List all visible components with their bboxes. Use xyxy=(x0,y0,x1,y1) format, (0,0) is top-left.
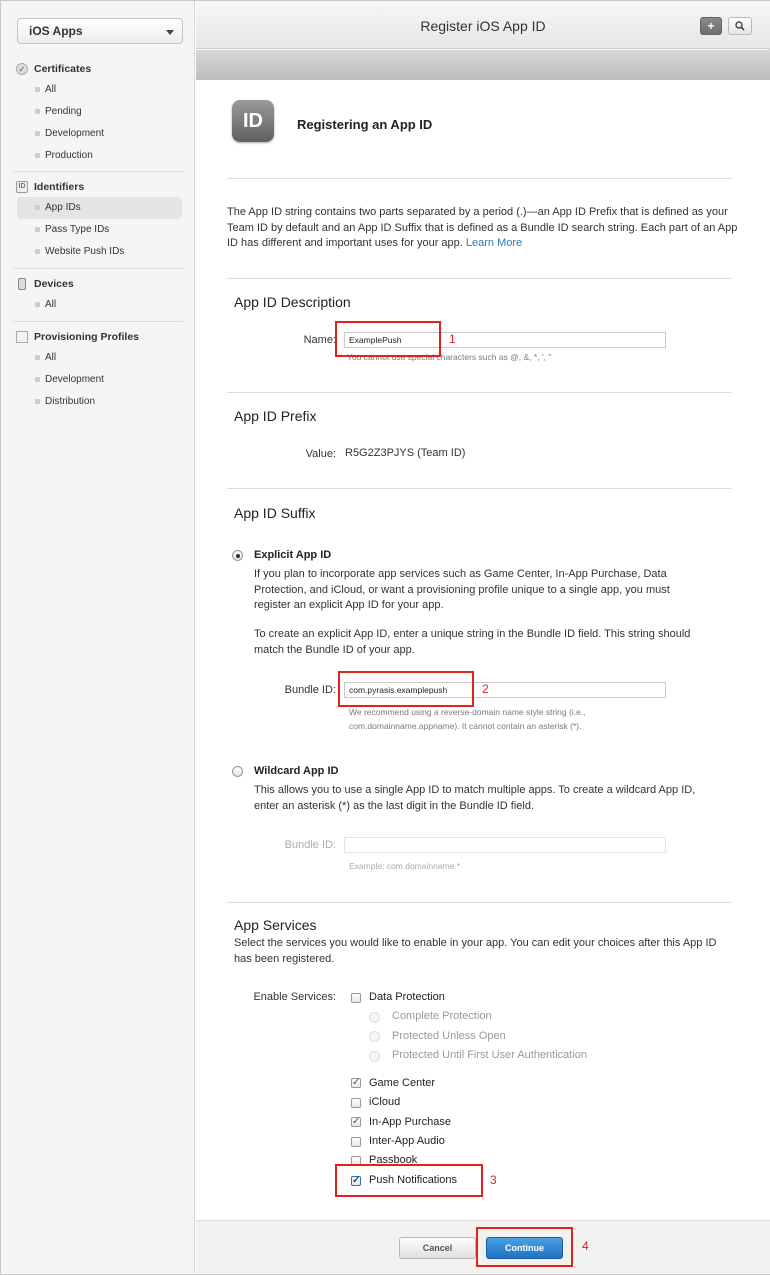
search-button[interactable] xyxy=(728,17,752,35)
search-icon xyxy=(735,21,745,31)
divider xyxy=(227,902,732,903)
certificate-icon: ✓ xyxy=(16,63,28,75)
annotation-number-3: 3 xyxy=(490,1173,497,1187)
explicit-app-id-title: Explicit App ID xyxy=(254,549,332,561)
bundle-id-label: Bundle ID: xyxy=(284,684,336,696)
sidebar-item-label: All xyxy=(45,299,57,310)
in-app-purchase-checkbox[interactable]: ✓ xyxy=(352,1116,361,1127)
data-protection-checkbox[interactable] xyxy=(351,993,361,1003)
group-title: Provisioning Profiles xyxy=(34,331,140,343)
inter-app-audio-checkbox[interactable] xyxy=(351,1137,361,1147)
group-header-provisioning-profiles xyxy=(1,327,195,347)
in-app-purchase-label: In-App Purchase xyxy=(369,1116,451,1128)
group-title: Identifiers xyxy=(34,181,85,193)
bullet-icon xyxy=(35,153,40,158)
sidebar-item-profiles-development[interactable] xyxy=(1,369,195,391)
sidebar-item-production[interactable] xyxy=(1,145,195,167)
annotation-box-3 xyxy=(335,1164,483,1197)
annotation-box-2 xyxy=(338,671,474,707)
annotation-number-2: 2 xyxy=(482,682,489,696)
id-icon: ID xyxy=(16,181,28,193)
value-label: Value: xyxy=(305,448,336,460)
sidebar-item-label: Pass Type IDs xyxy=(45,224,110,235)
sidebar-item-pass-type-ids[interactable] xyxy=(1,219,195,241)
sidebar-item-app-ids[interactable] xyxy=(17,197,182,219)
page-title: Register iOS App ID xyxy=(420,18,546,34)
group-header-devices xyxy=(1,274,195,294)
bullet-icon xyxy=(35,87,40,92)
sidebar-item-website-push-ids[interactable] xyxy=(1,241,195,263)
sidebar xyxy=(1,1,195,1274)
divider xyxy=(13,268,183,269)
learn-more-link[interactable]: Learn More xyxy=(465,237,523,249)
team-id-value: R5G2Z3PJYS (Team ID) xyxy=(345,447,466,459)
divider xyxy=(227,488,732,489)
subheader-bar xyxy=(196,50,770,80)
group-identifiers xyxy=(1,177,195,263)
wildcard-app-id-title: Wildcard App ID xyxy=(254,765,339,777)
cancel-button[interactable]: Cancel xyxy=(399,1237,476,1259)
sidebar-item-label: Distribution xyxy=(45,396,96,407)
header-bar xyxy=(196,1,770,49)
inter-app-audio-label: Inter-App Audio xyxy=(369,1135,445,1147)
device-icon xyxy=(18,278,26,290)
divider xyxy=(227,178,732,179)
name-label: Name: xyxy=(303,334,336,346)
group-header-identifiers xyxy=(1,177,195,197)
complete-protection-radio[interactable] xyxy=(369,1012,380,1023)
sidebar-item-label: Website Push IDs xyxy=(45,246,125,257)
intro-text xyxy=(227,205,747,252)
group-devices xyxy=(1,274,195,316)
app-services-text: Select the services you would like to enable in your app. You can edit your choices after this App ID has been registered. xyxy=(234,937,717,965)
sidebar-item-devices-all[interactable] xyxy=(1,294,195,316)
group-certificates xyxy=(1,59,195,167)
name-field[interactable]: ExamplePush xyxy=(344,332,666,348)
divider xyxy=(13,321,183,322)
bullet-icon xyxy=(35,131,40,136)
intro-body: The App ID string contains two parts separated by a period (.)—an App ID Prefix that is defined as your Team ID by default and an App ID Suffix that is defined as a Bundle ID search string. Each part of an App ID has different and important uses for your app. xyxy=(227,206,738,249)
app-services-heading: App Services xyxy=(234,917,317,933)
bullet-icon xyxy=(35,109,40,114)
bullet-icon xyxy=(35,302,40,307)
bullet-icon xyxy=(35,355,40,360)
app-id-suffix-heading: App ID Suffix xyxy=(234,505,316,521)
sidebar-item-label: Pending xyxy=(45,106,82,117)
protected-until-auth-radio[interactable] xyxy=(369,1051,380,1062)
bullet-icon xyxy=(35,205,40,210)
app-id-badge-icon: ID xyxy=(232,100,274,142)
sidebar-item-label: All xyxy=(45,352,57,363)
passbook-label: Passbook xyxy=(369,1154,418,1166)
wildcard-bundle-id-hint: Example: com.domainname.* xyxy=(349,861,461,871)
sidebar-item-distribution[interactable] xyxy=(1,391,195,413)
app-id-description-heading: App ID Description xyxy=(234,294,351,310)
footer-bar xyxy=(196,1220,770,1274)
profile-icon xyxy=(16,331,28,343)
icloud-label: iCloud xyxy=(369,1096,401,1108)
platform-select-label: iOS Apps xyxy=(29,24,83,38)
data-protection-label: Data Protection xyxy=(369,991,445,1003)
chevron-down-icon xyxy=(166,30,174,35)
wildcard-bundle-id-field[interactable] xyxy=(344,837,666,853)
wildcard-app-id-text: This allows you to use a single App ID to match multiple apps. To create a wildcard App ID, enter an asterisk (*) as the last digit in the Bundle ID field. xyxy=(254,784,696,812)
annotation-box-1 xyxy=(335,321,441,357)
sidebar-item-label: App IDs xyxy=(45,202,81,213)
annotation-box-4 xyxy=(476,1227,573,1267)
protected-until-auth-label: Protected Until First User Authentication xyxy=(392,1049,588,1061)
sidebar-item-label: Development xyxy=(45,128,104,139)
sidebar-item-profiles-all[interactable] xyxy=(1,347,195,369)
annotation-number-4: 4 xyxy=(582,1239,589,1253)
bullet-icon xyxy=(35,377,40,382)
name-hint: You cannot use special characters such as @, &, *, ', " xyxy=(347,352,552,362)
sidebar-item-label: Development xyxy=(45,374,104,385)
sidebar-item-certificates-all[interactable] xyxy=(1,79,195,101)
wildcard-app-id-radio[interactable] xyxy=(232,766,243,777)
bullet-icon xyxy=(35,249,40,254)
annotation-number-1: 1 xyxy=(449,332,456,346)
divider xyxy=(13,171,183,172)
push-notifications-checkbox[interactable]: ✓ xyxy=(352,1175,361,1186)
explicit-app-id-text: If you plan to incorporate app services such as Game Center, In-App Purchase, Data Protection, and iCloud, or want a provisioning profile unique to a single app, you must register an explicit App ID for your app. xyxy=(254,568,670,611)
group-provisioning-profiles xyxy=(1,327,195,413)
wildcard-bundle-id-label: Bundle ID: xyxy=(284,839,336,851)
sidebar-item-certificates-development[interactable] xyxy=(1,123,195,145)
bullet-icon xyxy=(35,227,40,232)
group-title: Certificates xyxy=(34,63,92,75)
protected-unless-open-label: Protected Unless Open xyxy=(392,1030,506,1042)
group-title: Devices xyxy=(34,278,74,290)
plus-icon: + xyxy=(707,19,715,33)
sidebar-item-label: Production xyxy=(45,150,93,161)
protected-unless-open-radio[interactable] xyxy=(369,1031,380,1042)
main-content xyxy=(196,80,770,1220)
group-header-certificates xyxy=(1,59,195,79)
bundle-id-field[interactable]: com.pyrasis.examplepush xyxy=(344,682,666,698)
app-id-prefix-heading: App ID Prefix xyxy=(234,408,317,424)
add-button[interactable] xyxy=(700,17,722,35)
explicit-app-id-radio[interactable] xyxy=(232,550,243,561)
divider xyxy=(227,392,732,393)
bundle-id-hint: We recommend using a reverse-domain name style string (i.e., com.domainname.appname). It cannot contain an asterisk (*). xyxy=(349,707,586,731)
continue-button[interactable]: Continue xyxy=(486,1237,563,1259)
game-center-checkbox[interactable]: ✓ xyxy=(352,1077,361,1088)
sidebar-item-label: All xyxy=(45,84,57,95)
bullet-icon xyxy=(35,399,40,404)
divider xyxy=(227,278,732,279)
push-notifications-label: Push Notifications xyxy=(369,1174,458,1186)
platform-select[interactable] xyxy=(17,18,183,44)
icloud-checkbox[interactable] xyxy=(351,1098,361,1108)
sidebar-item-pending[interactable] xyxy=(1,101,195,123)
complete-protection-label: Complete Protection xyxy=(392,1010,492,1022)
explicit-app-id-instructions: To create an explicit App ID, enter a unique string in the Bundle ID field. This string should match the Bundle ID of your app. xyxy=(254,628,691,656)
game-center-label: Game Center xyxy=(369,1077,436,1089)
enable-services-label: Enable Services: xyxy=(253,991,336,1003)
section-title: Registering an App ID xyxy=(297,117,433,132)
